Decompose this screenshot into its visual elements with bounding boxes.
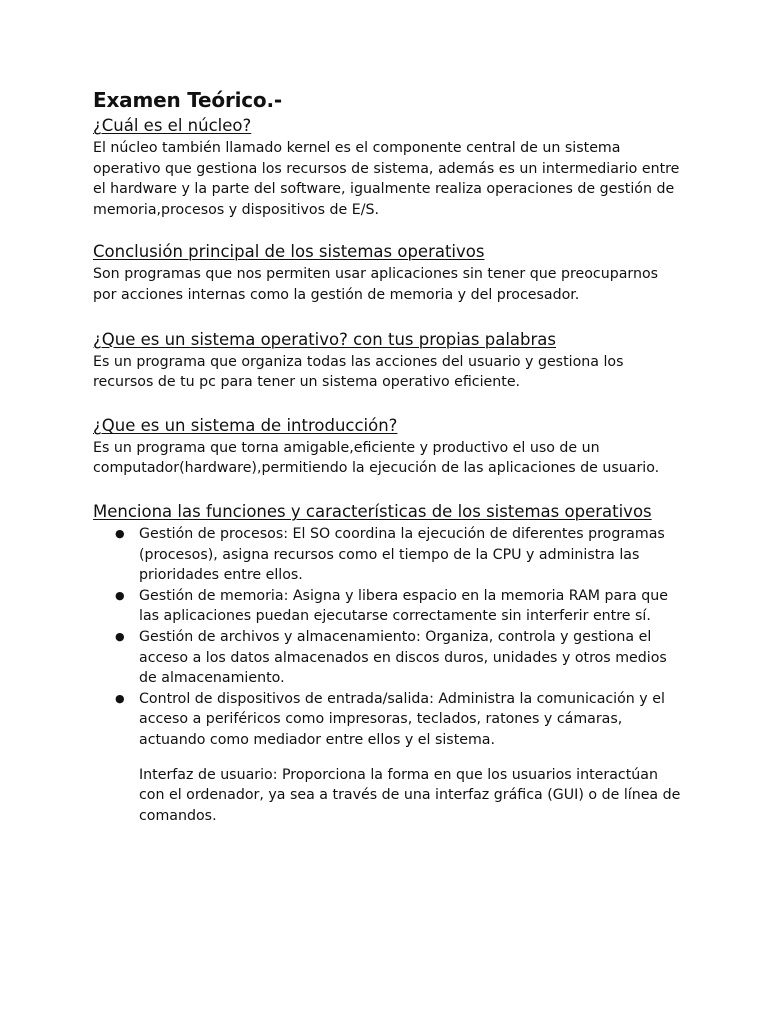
list-item-text: Gestión de memoria: Asigna y libera espacio en la memoria RAM para que las aplicaciones puedan ejecutarse correctamente sin interferir entre sí. xyxy=(139,587,669,625)
list-item xyxy=(93,524,683,586)
section-heading: ¿Que es un sistema de introducción? xyxy=(93,415,398,435)
section-kernel xyxy=(93,114,683,220)
bullet-icon xyxy=(115,627,127,648)
section-paragraph: Son programas que nos permiten usar aplicaciones sin tener que preocuparnos por acciones internas como la gestión de memoria y del procesador. xyxy=(93,266,659,303)
section-paragraph: Es un programa que torna amigable,eficiente y productivo el uso de un computador(hardware),permitiendo la ejecución de las aplicaciones de usuario. xyxy=(93,439,660,477)
bullet-icon xyxy=(115,586,127,607)
section-functions xyxy=(93,500,683,827)
list-item-text: Gestión de archivos y almacenamiento: Organiza, controla y gestiona el acceso a los datos almacenados en discos duros, unidades y otros medios de almacenamiento. xyxy=(139,628,667,687)
functions-list xyxy=(93,524,683,751)
section-intro-system xyxy=(93,414,683,479)
list-item-text: Gestión de procesos: El SO coordina la ejecución de diferentes programas (procesos), asigna recursos como el tiempo de la CPU y administra las prioridades entre ellos. xyxy=(139,525,665,584)
bullet-icon xyxy=(115,689,127,710)
list-item xyxy=(93,689,683,751)
section-heading: ¿Cuál es el núcleo? xyxy=(93,116,252,135)
section-heading: Menciona las funciones y características de los sistemas operativos xyxy=(93,501,652,521)
section-heading: ¿Que es un sistema operativo? con tus propias palabras xyxy=(93,329,556,349)
section-paragraph: El núcleo también llamado kernel es el componente central de un sistema operativo que gestiona los recursos de sistema, además es un intermediario entre el hardware y la parte del software, igualmente realiza operaciones de gestión de memoria,procesos y dispositivos de E/S. xyxy=(93,140,680,218)
section-heading: Conclusión principal de los sistemas operativos xyxy=(93,242,485,262)
document-page xyxy=(93,86,683,841)
section-conclusion xyxy=(93,240,683,305)
section-os-definition xyxy=(93,328,683,393)
bullet-icon xyxy=(115,524,127,545)
list-continuation-text: Interfaz de usuario: Proporciona la forma en que los usuarios interactúan con el ordenador, ya sea a través de una interfaz gráfica (GUI) o de línea de comandos. xyxy=(139,766,681,824)
document-title: Examen Teórico.- xyxy=(93,88,282,112)
section-paragraph: Es un programa que organiza todas las acciones del usuario y gestiona los recursos de tu pc para tener un sistema operativo eficiente. xyxy=(93,353,624,391)
list-item-text: Control de dispositivos de entrada/salida: Administra la comunicación y el acceso a periféricos como impresoras, teclados, ratones y cámaras, actuando como mediador entre ellos y el sistema. xyxy=(139,690,665,748)
list-item xyxy=(93,627,683,689)
list-item xyxy=(93,586,683,627)
